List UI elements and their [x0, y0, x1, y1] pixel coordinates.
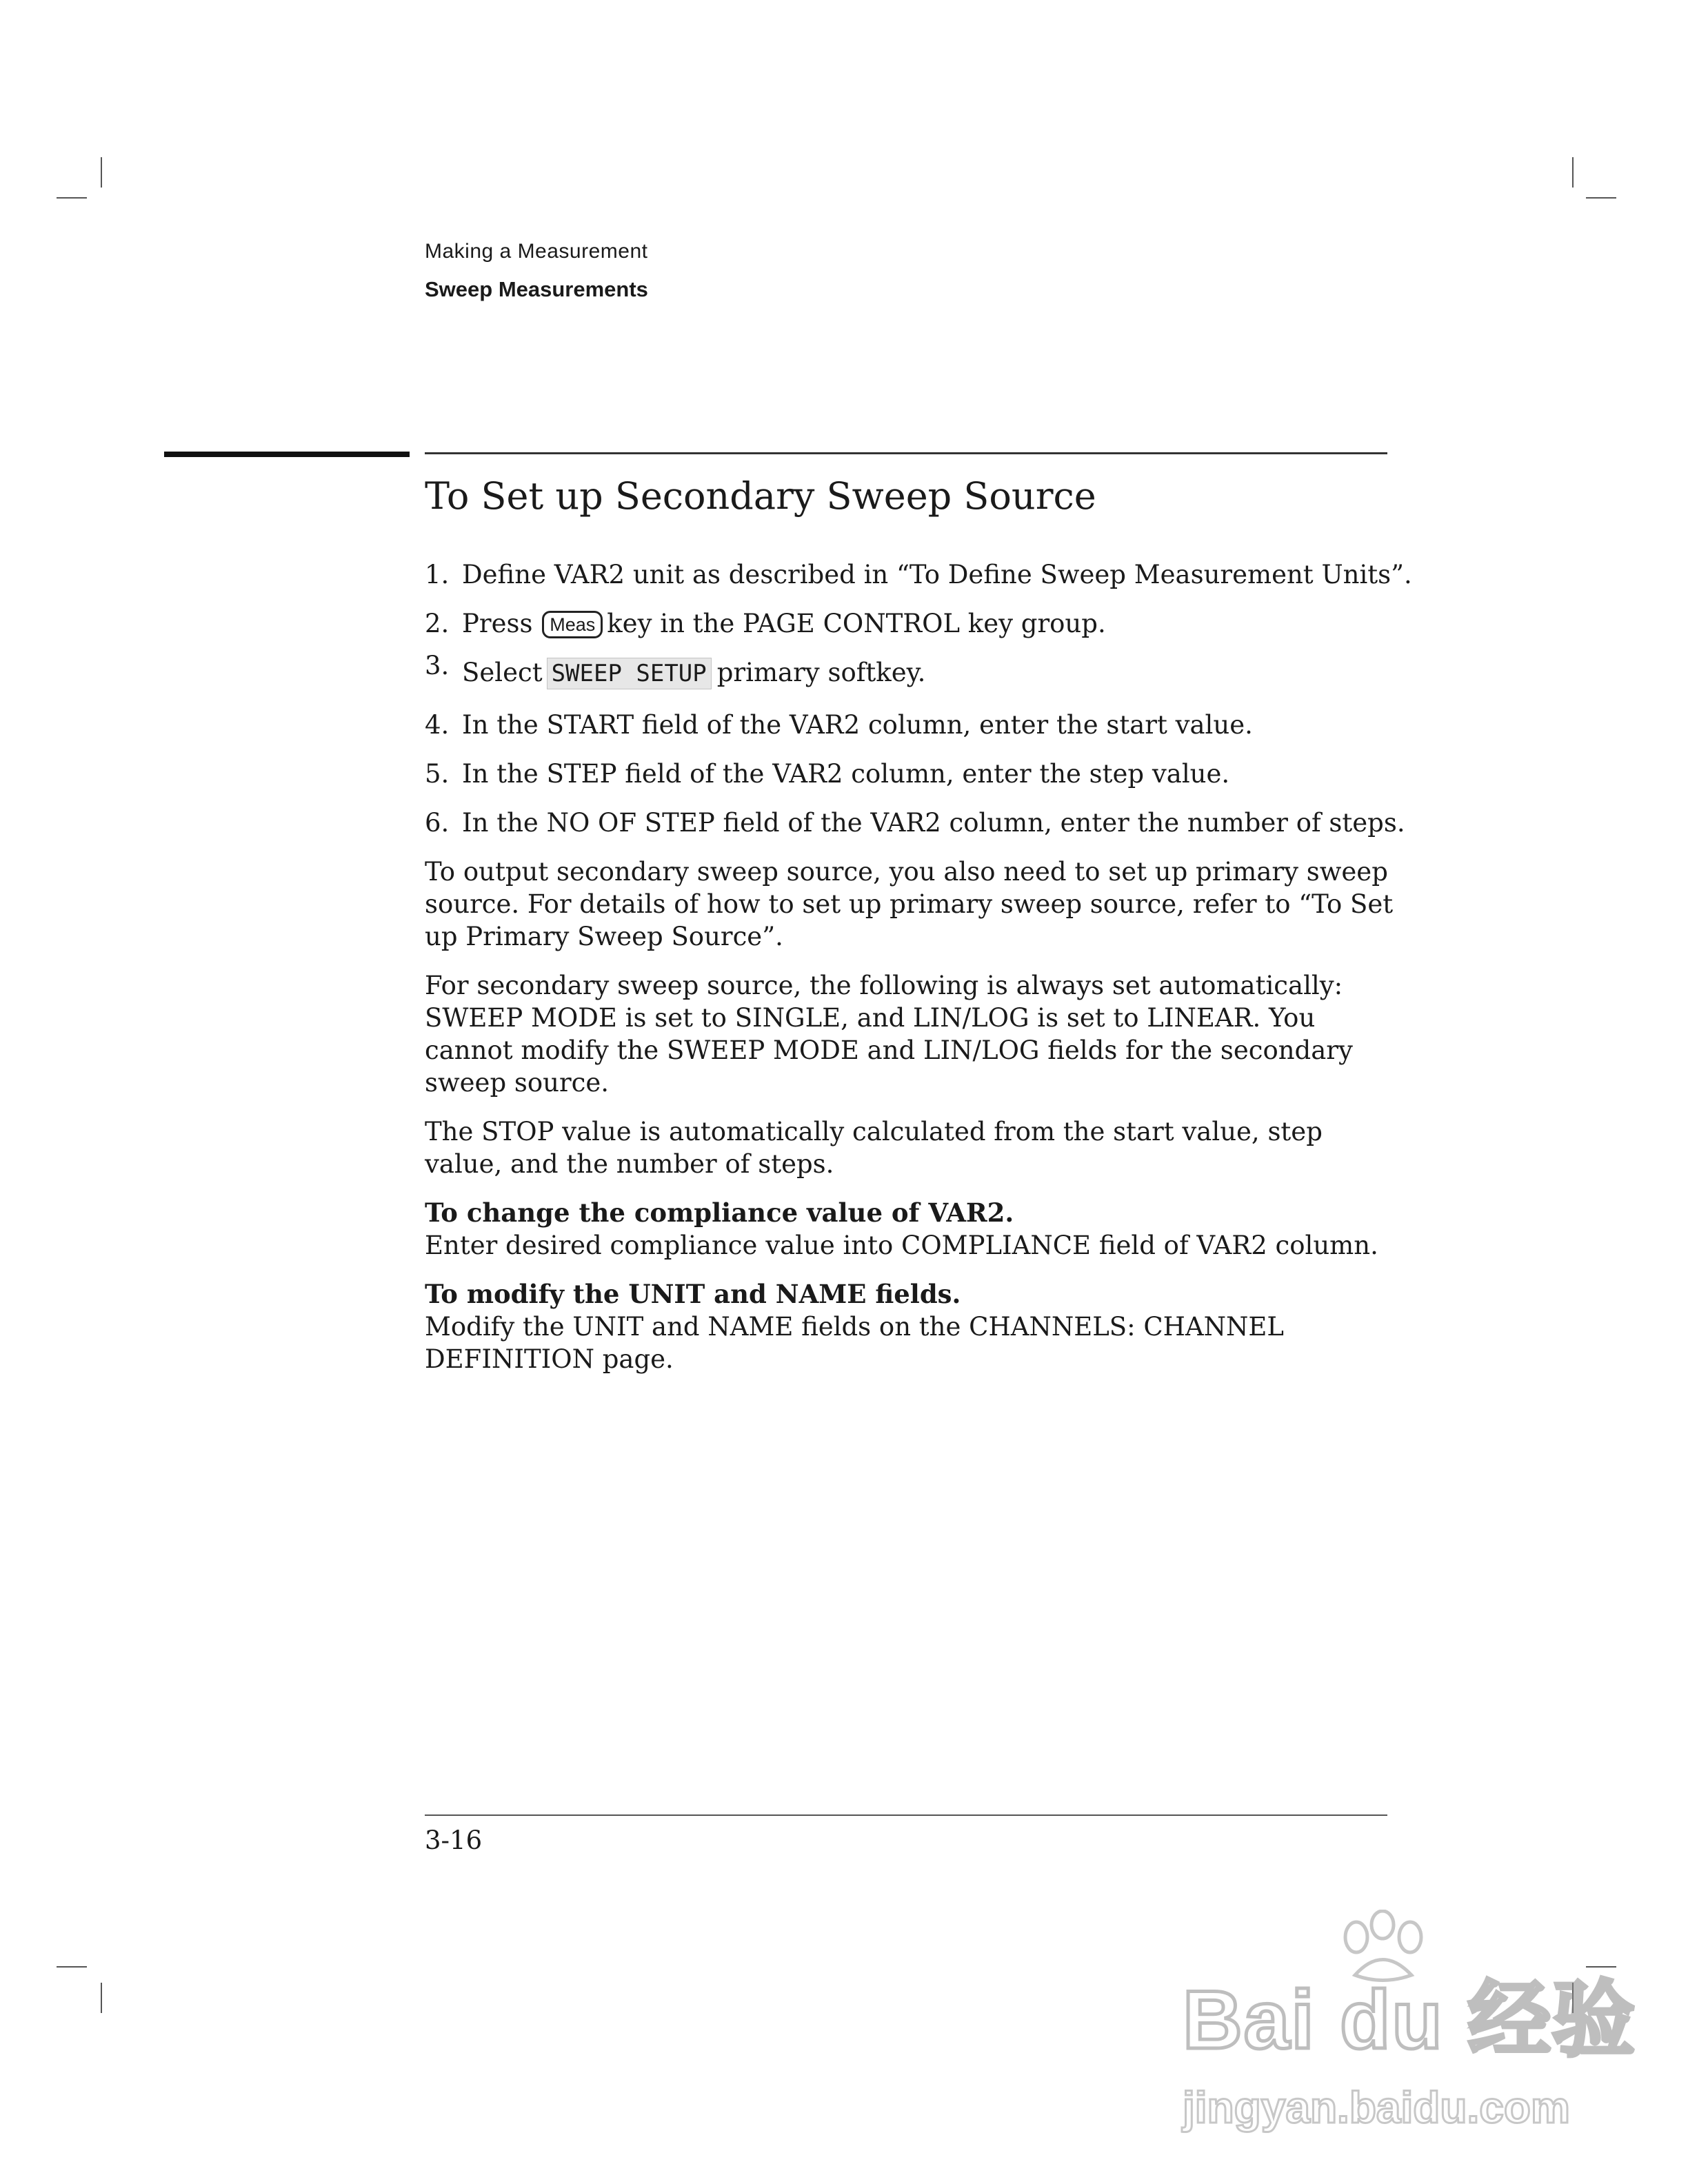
- step-item: 4. In the START field of the VAR2 column, enter the start value.: [425, 710, 1253, 740]
- step-item: 2. Press Meas key in the PAGE CONTROL key group.: [425, 609, 1106, 638]
- modify-heading: To modify the UNIT and NAME fields.: [425, 1279, 961, 1309]
- crop-mark: [57, 197, 87, 199]
- crop-mark: [101, 157, 102, 188]
- sweep-setup-softkey: SWEEP SETUP: [547, 658, 712, 689]
- crop-mark: [1572, 157, 1574, 188]
- section-rule-thick: [164, 452, 410, 457]
- step-item: 1. Define VAR2 unit as described in “To Define Sweep Measurement Units”.: [425, 560, 1412, 589]
- crop-mark: [1586, 197, 1616, 199]
- step-item: 6. In the NO OF STEP field of the VAR2 column, enter the number of steps.: [425, 808, 1405, 838]
- step-item: 3. Select SWEEP SETUP primary softkey.: [425, 656, 1404, 689]
- step-list: [425, 558, 1412, 839]
- modify-text: Modify the UNIT and NAME fields on the CHANNELS: CHANNEL DEFINITION page.: [425, 1312, 1284, 1374]
- step-item: 5. In the STEP field of the VAR2 column, enter the step value.: [425, 759, 1230, 789]
- crop-mark: [101, 1983, 102, 2013]
- footer-rule: [425, 1814, 1387, 1816]
- compliance-heading: To change the compliance value of VAR2.: [425, 1197, 1014, 1228]
- running-header: [425, 240, 648, 302]
- compliance-text: Enter desired compliance value into COMPLIANCE field of VAR2 column.: [425, 1231, 1378, 1260]
- baidu-watermark: [1183, 1910, 1637, 2158]
- section-rule: [425, 452, 1387, 454]
- page-number: 3-16: [425, 1826, 483, 1855]
- body-paragraph: The STOP value is automatically calculated from the start value, step value, and the number of steps.: [425, 1117, 1323, 1179]
- section-title: Making a Measurement: [425, 240, 648, 263]
- watermark-url: jingyan.baidu.com: [1183, 2083, 1570, 2132]
- page-title: To Set up Secondary Sweep Source: [425, 474, 1096, 518]
- meas-key: Meas: [542, 611, 603, 638]
- crop-mark: [1586, 1966, 1616, 1968]
- body-paragraph: To output secondary sweep source, you also need to set up primary sweep source. For details of how to set up primary sweep source, refer to “To Set up Primary Sweep Source”.: [425, 857, 1394, 951]
- main-content: [425, 558, 1412, 1392]
- body-paragraph: For secondary sweep source, the following is always set automatically: SWEEP MODE is set to SINGLE, and LIN/LOG is set to LINEAR. You cannot modify the SWEEP MODE and LIN/LOG fields for the secondary sweep source.: [425, 971, 1353, 1098]
- watermark-brand: Bai du 经验: [1183, 1974, 1637, 2066]
- subsection-title: Sweep Measurements: [425, 277, 648, 301]
- crop-mark: [57, 1966, 87, 1968]
